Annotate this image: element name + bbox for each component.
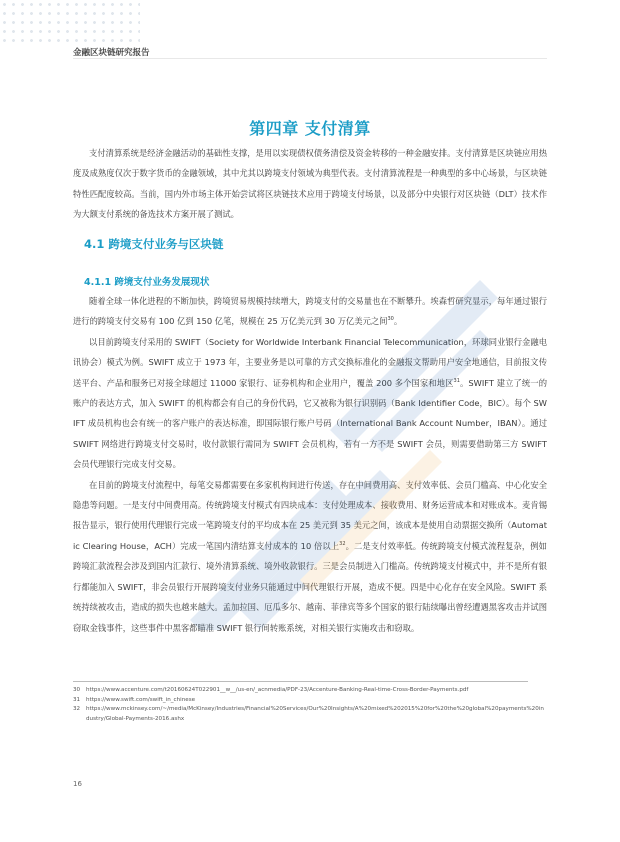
running-header-title: 金融区块链研究报告 xyxy=(73,48,150,58)
footnote-item xyxy=(73,696,547,706)
footnote-link[interactable]: https://www.accenture.com/t20160624T022901__w__/us-en/_acnmedia/PDF-23/Accenture-Banking-Real-time-Cross-Border-Payments.pdf xyxy=(86,687,469,693)
footnote-divider xyxy=(73,681,528,682)
paragraph-text: 在目前的跨境支付流程中，每笔交易都需要在多家机构间进行传送，存在中间费用高、支付效率低、会员门槛高、中心化安全隐患等问题。一是支付中间费用高。传统跨境支付模式有四块成本：支付处理成本、接收费用、财务运营成本和对账成本。麦肯锡报告显示，银行使用代理银行完成一笔跨境支付的平均成本在 25 美元到 35 美元之间，该成本是使用自动票据交换所（Automatic Clearing House，ACH）完成一笔国内清结算支付成本的 10 倍以上 xyxy=(73,479,547,551)
footnotes xyxy=(73,686,547,724)
decorative-dot-pattern xyxy=(0,0,140,48)
paragraph-text: 。二是支付效率低。传统跨境支付模式流程复杂，例如跨境汇款流程会涉及到国内汇款行、境外清算系统、境外收款银行。三是会员制进入门槛高。传统跨境支付模式中，并不是所有银行都能加入 SWIFT，非会员银行开展跨境支付业务只能通过中间代理银行开展，造成不便。四是中心化存在安全风险。SWIFT 系统持续被攻击，造成的损失也越来越大。孟加拉国、厄瓜多尔、越南、菲律宾等多个国家的银行陆续曝出曾经遭遇黑客攻击并试图窃取金钱事件，这些事件中黑客都瞄准 SWIFT 银行间转账系统，对相关银行实施攻击和窃取。 xyxy=(73,540,547,633)
header-divider xyxy=(73,58,547,59)
footnote-link[interactable]: https://www.mckinsey.com/~/media/McKinsey/Industries/Financial%20Services/Our%20Insights/A%20mixed%202015%20for%20the%20global%20payments%20industry/Global-Payments-2016.ashx xyxy=(86,706,544,722)
paragraph-text: 。 xyxy=(393,316,403,327)
footnote-ref-32[interactable]: 32 xyxy=(339,541,346,548)
footnote-number: 32 xyxy=(73,706,81,712)
paragraph-text: 以目前跨境支付采用的 SWIFT（Society for Worldwide Interbank Financial Telecommunication，环球同业银行金融电讯协会）模式为例。SWIFT 成立于 1973 年，主要业务是以可靠的方式交换标准化的金融报文帮助用户安全地通信，目前报文传送平台、产品和服务已对接全球超过 11000 家银行、证券机构和企业用户，覆盖 200 多个国家和地区 xyxy=(73,336,547,388)
paragraph-swift-model xyxy=(73,332,547,475)
intro-paragraph: 支付清算系统是经济金融活动的基础性支撑，是用以实现债权债务清偿及资金转移的一种金融安排。支付清算是区块链应用热度及成熟度仅次于数字货币的金融领域，其中尤其以跨境支付领域为典型代表。支付清算流程是一种典型的多中心场景，与区块链特性匹配度较高。当前，国内外市场主体开始尝试将区块链技术应用于跨境支付场景，以及部分中央银行对区块链（DLT）技术作为大额支付系统的备选技术方案开展了测试。 xyxy=(73,148,547,220)
footnote-item xyxy=(73,686,547,696)
subsection-heading-4-1-1: 4.1.1 跨境支付业务发展现状 xyxy=(84,277,210,288)
body-section xyxy=(73,291,547,638)
intro-section xyxy=(73,143,547,225)
footnote-item xyxy=(73,705,547,724)
paragraph-current-problems xyxy=(73,475,547,638)
paragraph-market-growth xyxy=(73,291,547,332)
footnote-link[interactable]: https://www.swift.com/swift_in_chinese xyxy=(86,696,196,703)
section-heading-4-1: 4.1 跨境支付业务与区块链 xyxy=(84,237,224,251)
footnote-number: 31 xyxy=(73,696,81,703)
footnote-ref-30[interactable]: 30 xyxy=(387,316,394,323)
footnote-ref-31[interactable]: 31 xyxy=(453,377,460,384)
page-number: 16 xyxy=(73,780,82,788)
footnote-number: 30 xyxy=(73,687,81,693)
chapter-title: 第四章 支付清算 xyxy=(249,119,371,138)
paragraph-text: 随着全球一体化进程的不断加快，跨境贸易规模持续增大，跨境支付的交易量也在不断攀升。埃森哲研究显示，每年通过银行进行的跨境支付交易有 100 亿到 150 亿笔，规模在 25 万亿美元到 30 万亿美元之间 xyxy=(73,296,547,327)
paragraph-text: 。SWIFT 建立了统一的账户的表达方式，加入 SWIFT 的机构都会有自己的身份代码，它又被称为银行识别码（Bank Identifier Code，BIC）。每个 SWIFT 成员机构也会有统一的客户账户的表达标准，即国际银行账户号码（International Bank Account Number，IBAN）。通过 SWIFT 网络进行跨境支付交易时，收付款银行需同为 SWIFT 会员机构，若有一方不是 SWIFT 会员，则需要借助第三方 SWIFT 会员代理银行完成支付交易。 xyxy=(73,377,547,470)
